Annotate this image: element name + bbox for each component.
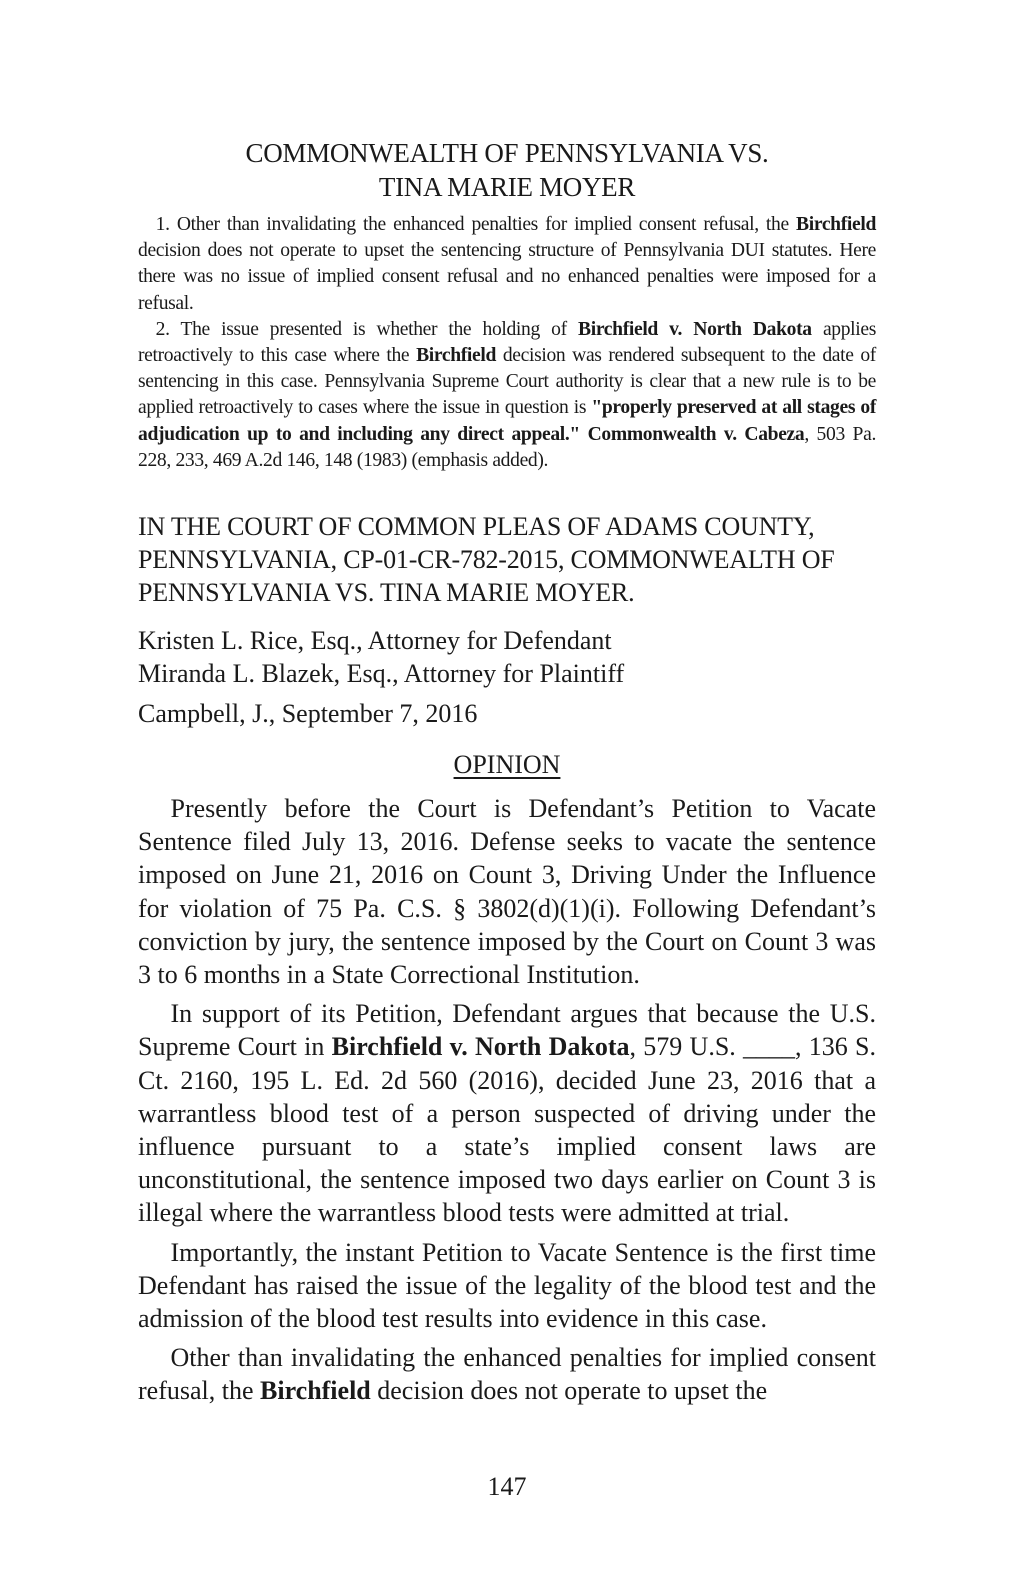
headnote-2-case-name: Birchfield v. North Dakota xyxy=(578,318,812,340)
body-paragraph-4-case-name: Birchfield xyxy=(260,1376,371,1406)
headnote-1-text-b: decision does not operate to upset the sentencing structure of Pennsylvania DUI statutes. Here there was no issue of implied consent refusal and no enhanced penalties were imposed for a refusal. xyxy=(138,240,876,314)
case-title-line-2: TINA MARIE MOYER xyxy=(378,172,636,202)
document-page xyxy=(138,0,876,1583)
headnotes xyxy=(138,212,876,474)
headnote-2-text-c: decision was rendered subsequent to the date of sentencing in this case. Pennsylvania Supreme Court authority is clear that a new rule is to be applied retroactively to cases where the issue in question is xyxy=(138,345,876,419)
headnote-1 xyxy=(138,212,876,317)
case-title xyxy=(138,136,876,204)
headnote-2-case-short: Birchfield xyxy=(416,345,497,367)
opinion-body xyxy=(138,792,876,1414)
headnote-2 xyxy=(138,317,876,474)
headnote-2-text-a: 2. The issue presented is whether the holding of xyxy=(155,318,578,340)
headnote-1-text-a: 1. Other than invalidating the enhanced penalties for implied consent refusal, the xyxy=(155,214,797,235)
headnote-2-text-b: applies retroactively to this case where the xyxy=(138,318,876,367)
page-number: 147 xyxy=(487,1472,527,1501)
body-paragraph-2-text-b: , 579 U.S. ____, 136 S. Ct. 2160, 195 L. Ed. 2d 560 (2016), decided June 23, 2016 that a warrantless blood test of a person suspected of driving under the influence pursuant to a state’s implied consent laws are unconstitutional, the sentence imposed two days earlier on Count 3 is illegal where the warrantless blood tests were admitted at trial. xyxy=(138,1032,877,1228)
body-paragraph-3: Importantly, the instant Petition to Vacate Sentence is the first time Defendant has raised the issue of the legality of the blood test and the admission of the blood test results into evidence in this case. xyxy=(138,1237,876,1334)
body-paragraph-2 xyxy=(138,997,876,1229)
headnote-2-text-d: , 503 Pa. 228, 233, 469 A.2d 146, 148 (1983) (emphasis added). xyxy=(138,423,876,471)
body-paragraph-1: Presently before the Court is Defendant’s Petition to Vacate Sentence filed July 13, 2016. Defense seeks to vacate the sentence imposed on June 21, 2016 on Count 3, Driving Under the Influence for violation of 75 Pa. C.S. § 3802(d)(1)(i). Following Defendant’s conviction by jury, the sentence imposed by the Court on Count 3 was 3 to 6 months in a State Correctional Institution. xyxy=(138,794,876,990)
body-paragraph-2-text-a: In support of its Petition, Defendant argues that because the U.S. Supreme Court in xyxy=(138,999,876,1062)
attorney-plaintiff: Miranda L. Blazek, Esq., Attorney for Plaintiff xyxy=(138,659,625,688)
headnote-1-case-name: Birchfield xyxy=(796,214,876,235)
case-title-line-1: COMMONWEALTH OF PENNSYLVANIA VS. xyxy=(245,138,769,168)
opinion-heading-text: OPINION xyxy=(453,750,561,779)
headnote-2-quote: "properly preserved at all stages of adjudication up to and including any direct appeal." Commonwealth v. Cabeza xyxy=(138,397,876,445)
judge-line: Campbell, J., September 7, 2016 xyxy=(138,699,478,728)
body-paragraph-4-text-b: decision does not operate to upset the xyxy=(370,1376,768,1406)
attorney-defendant: Kristen L. Rice, Esq., Attorney for Defendant xyxy=(138,626,612,655)
body-paragraph-4-text-a: Other than invalidating the enhanced penalties for implied consent refusal, the xyxy=(138,1343,876,1406)
body-paragraph-2-case-name: Birchfield v. North Dakota xyxy=(331,1032,630,1062)
caption-line-2: PENNSYLVANIA, CP-01-CR-782-2015, COMMONWEALTH OF xyxy=(138,545,835,574)
opinion-heading xyxy=(138,748,876,781)
body-paragraph-4 xyxy=(138,1341,876,1407)
caption-line-3: PENNSYLVANIA VS. TINA MARIE MOYER. xyxy=(138,578,635,607)
court-caption xyxy=(138,510,876,609)
attorneys xyxy=(138,624,876,690)
caption-line-1: IN THE COURT OF COMMON PLEAS OF ADAMS COUNTY, xyxy=(138,512,815,541)
